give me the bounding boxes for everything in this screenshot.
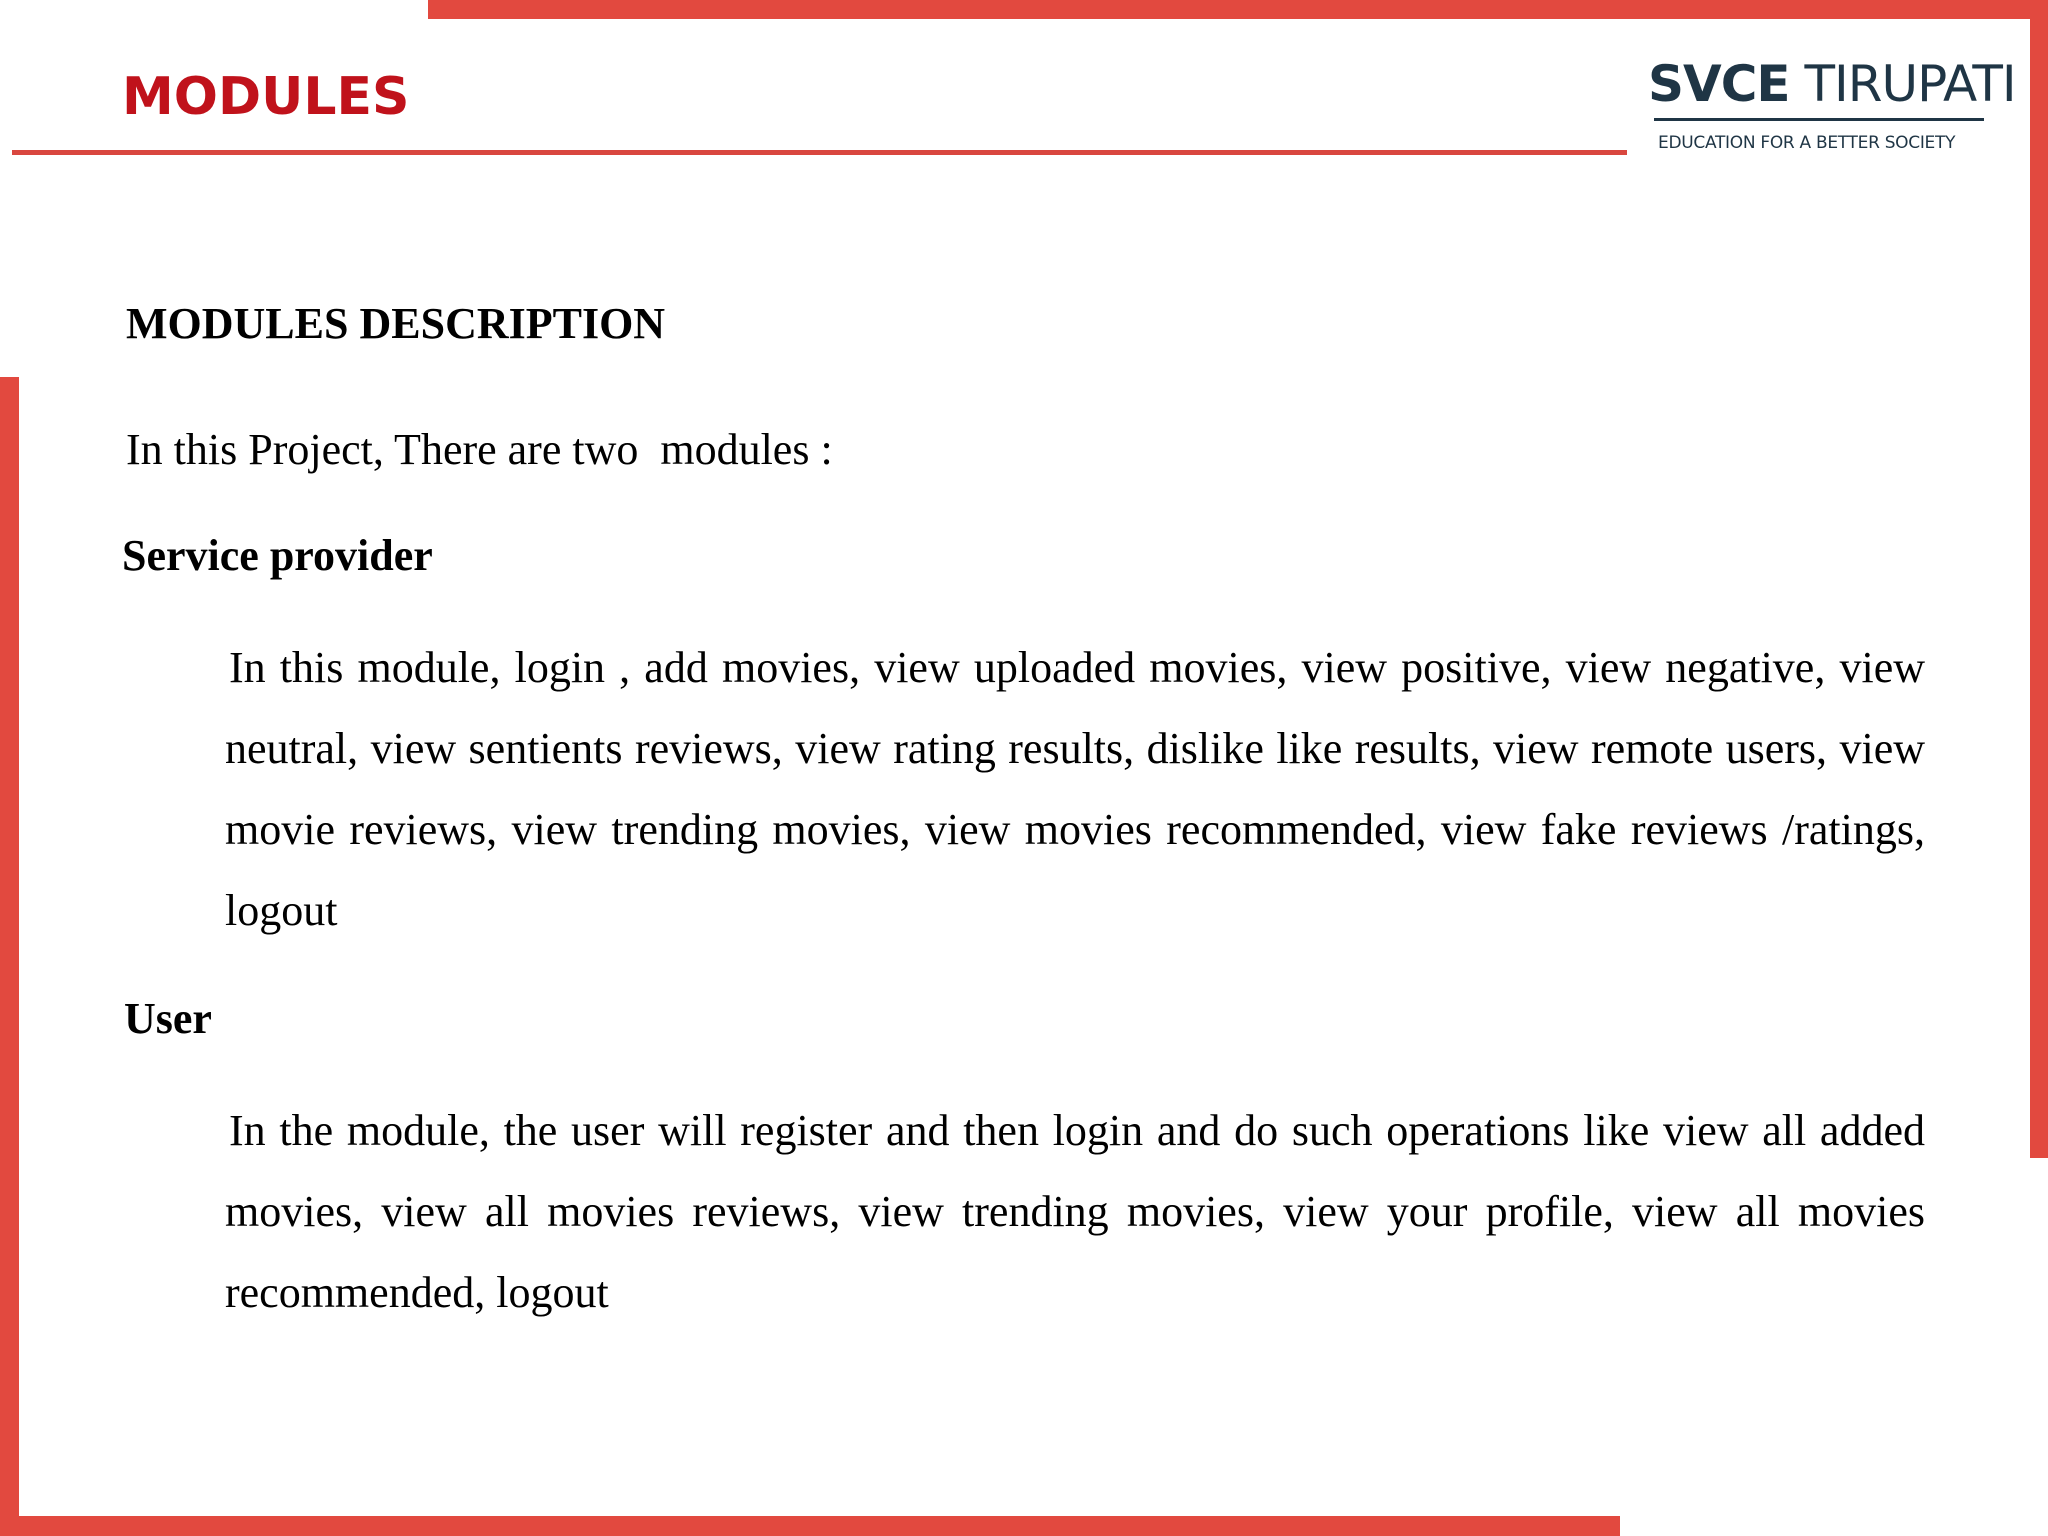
top-accent-bar bbox=[428, 0, 2048, 19]
logo-wordmark-bold: SVCE bbox=[1648, 55, 1790, 113]
section-title: MODULES DESCRIPTION bbox=[126, 299, 666, 348]
logo-divider bbox=[1654, 118, 1984, 121]
module-description-user: In the module, the user will register and then login and do such operations like view all added movies, view all movies reviews, view trending movies, view your profile, view all movies recommended, logout bbox=[225, 1106, 1925, 1317]
header-divider bbox=[12, 150, 1627, 155]
slide-title: MODULES bbox=[122, 67, 410, 127]
left-accent-bar bbox=[0, 377, 19, 1536]
module-name-service-provider: Service provider bbox=[122, 531, 433, 580]
intro-text: In this Project, There are two modules : bbox=[126, 425, 833, 474]
logo-wordmark bbox=[1648, 52, 2016, 116]
right-accent-bar bbox=[2030, 0, 2048, 1158]
module-name-user: User bbox=[124, 994, 212, 1043]
logo-tagline: EDUCATION FOR A BETTER SOCIETY bbox=[1658, 133, 1956, 153]
bottom-accent-bar bbox=[0, 1516, 1620, 1536]
institution-logo bbox=[1648, 52, 2016, 162]
logo-wordmark-light: TIRUPATI bbox=[1804, 55, 2016, 113]
module-description-service-provider: In this module, login , add movies, view uploaded movies, view positive, view negative, view neutral, view sentients reviews, view rating results, dislike like results, view remote users, view movie reviews, view trending movies, view movies recommended, view fake reviews /ratings, logout bbox=[225, 643, 1925, 935]
